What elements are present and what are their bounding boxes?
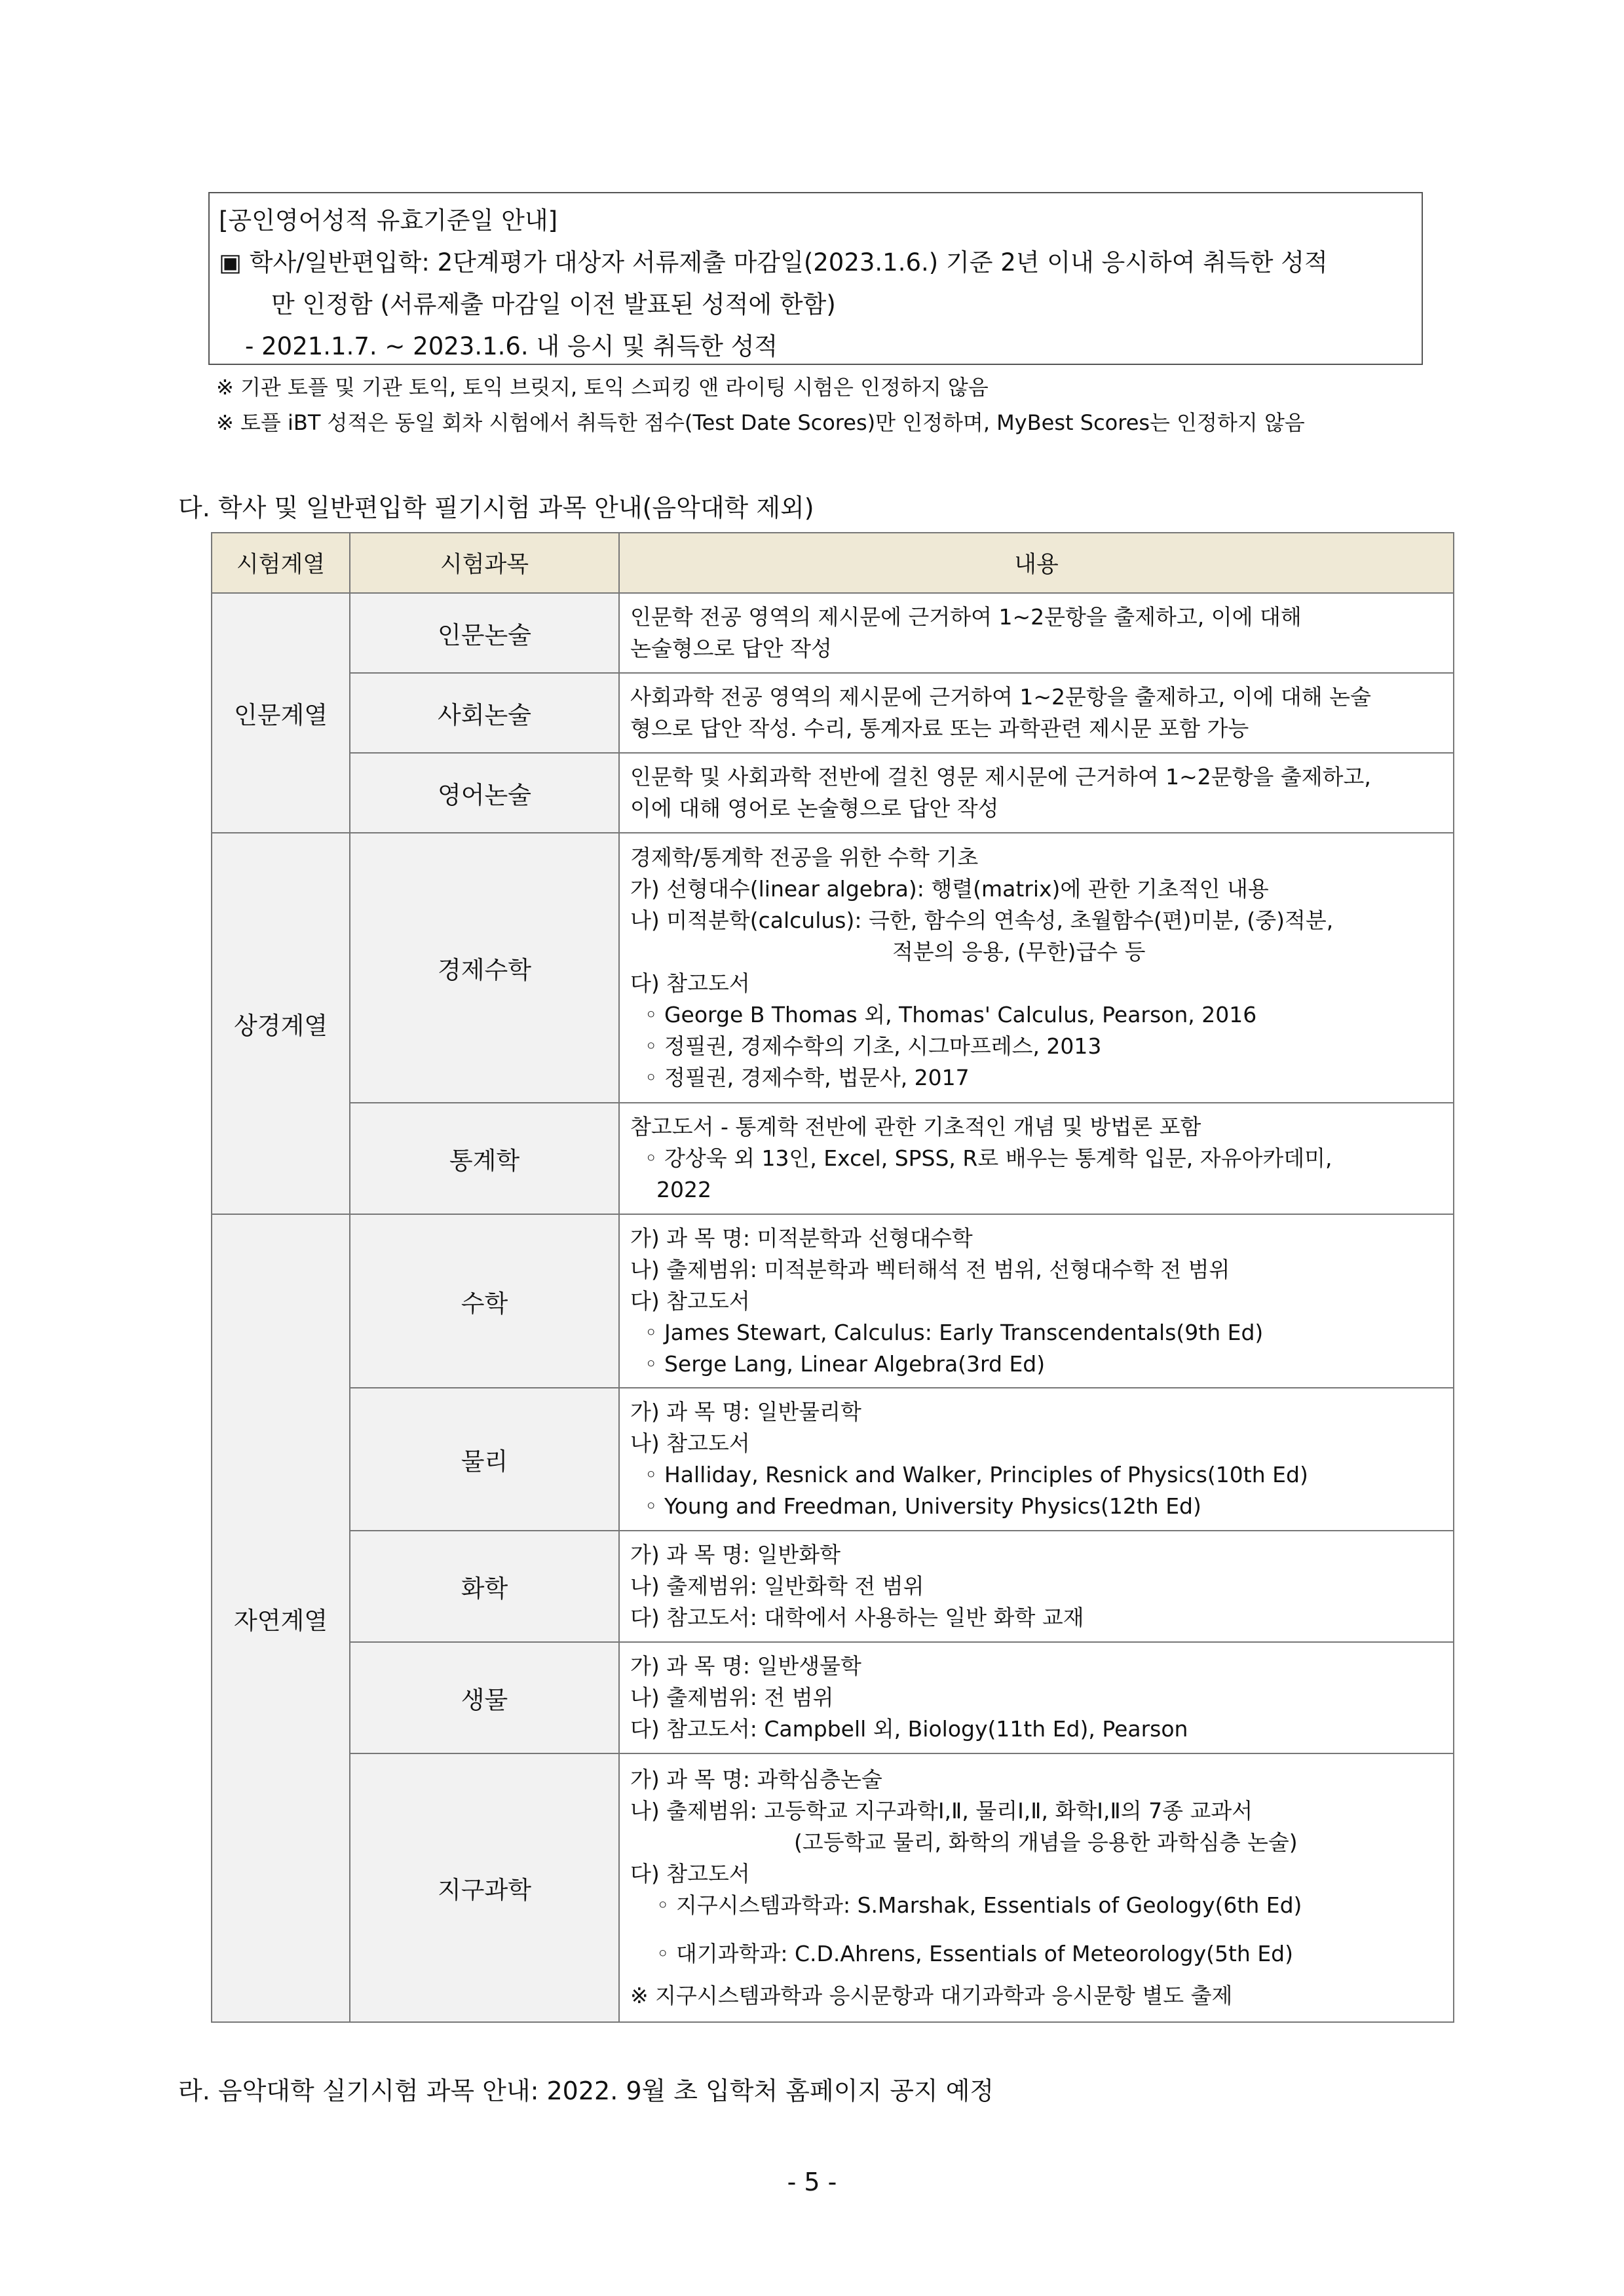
content-line: ◦ Halliday, Resnick and Walker, Principles of Physics(10th Ed) [645, 1462, 1308, 1487]
content-line: 가) 과 목 명: 일반화학 [630, 1542, 840, 1567]
table-row [212, 673, 1454, 753]
content-cell [619, 593, 1454, 673]
content-line: 적분의 응용, (무한)급수 등 [892, 939, 1146, 965]
content-line: ◦ 정필권, 경제수학의 기초, 시그마프레스, 2013 [645, 1033, 1102, 1059]
content-line: ◦ James Stewart, Calculus: Early Transcendentals(9th Ed) [645, 1319, 1264, 1345]
content-line: 다) 참고도서: Campbell 외, Biology(11th Ed), Pearson [630, 1716, 1188, 1742]
table-row [212, 1214, 1454, 1388]
content-line: 가) 과 목 명: 미적분학과 선형대수학 [630, 1225, 973, 1251]
table-row [212, 593, 1454, 673]
notice-line-1: ▣ 학사/일반편입학: 2단계평가 대상자 서류제출 마감일(2023.1.6.) 기준 2년 이내 응시하여 취득한 성적 [219, 248, 1328, 277]
subject-cell: 화학 [350, 1531, 619, 1642]
content-line: 참고도서 - 통계학 전반에 관한 기초적인 개념 및 방법론 포함 [630, 1114, 1201, 1139]
subject-cell: 인문논술 [350, 593, 619, 673]
content-line: 인문학 전공 영역의 제시문에 근거하여 1~2문항을 출제하고, 이에 대해 [630, 604, 1302, 630]
section-title-written-exam: 다. 학사 및 일반편입학 필기시험 과목 안내(음악대학 제외) [178, 493, 814, 522]
content-line: 가) 과 목 명: 일반물리학 [630, 1399, 861, 1425]
content-cell [619, 1753, 1454, 2022]
content-line: 이에 대해 영어로 논술형으로 답안 작성 [630, 795, 999, 821]
header-category: 시험계열 [212, 533, 350, 593]
content-line: 가) 과 목 명: 일반생물학 [630, 1653, 861, 1679]
content-cell [619, 673, 1454, 753]
content-line: 논술형으로 답안 작성 [630, 636, 832, 661]
subject-cell: 영어논술 [350, 753, 619, 833]
table-row [212, 1103, 1454, 1214]
content-cell [619, 833, 1454, 1103]
english-score-notice-box [208, 192, 1423, 365]
content-line: ◦ Young and Freedman, University Physics(12th Ed) [645, 1493, 1201, 1519]
content-cell [619, 753, 1454, 833]
notice-line-2: 만 인정함 (서류제출 마감일 이전 발표된 성적에 한함) [271, 290, 836, 318]
table-row [212, 1753, 1454, 2022]
written-exam-subjects-table [211, 532, 1454, 2023]
content-line: ◦ Serge Lang, Linear Algebra(3rd Ed) [645, 1350, 1046, 1377]
content-line: 가) 선형대수(linear algebra): 행렬(matrix)에 관한 기초적인 내용 [630, 876, 1269, 902]
subject-cell: 물리 [350, 1388, 619, 1531]
subject-cell: 통계학 [350, 1103, 619, 1214]
header-subject: 시험과목 [350, 533, 619, 593]
content-line: 나) 출제범위: 일반화학 전 범위 [630, 1573, 924, 1599]
table-row [212, 1531, 1454, 1642]
content-line: 다) 참고도서 [630, 970, 750, 996]
content-line: 다) 참고도서: 대학에서 사용하는 일반 화학 교재 [630, 1605, 1084, 1630]
content-line: 사회과학 전공 영역의 제시문에 근거하여 1~2문항을 출제하고, 이에 대해 논술 [630, 684, 1371, 710]
content-line: ◦ 강상욱 외 13인, Excel, SPSS, R로 배우는 통계학 입문, 자유아카데미, [645, 1145, 1332, 1171]
content-line: 경제학/통계학 전공을 위한 수학 기초 [630, 845, 979, 870]
category-natural-science: 자연계열 [212, 1214, 350, 2022]
content-cell [619, 1388, 1454, 1531]
section-title-music-practical: 라. 음악대학 실기시험 과목 안내: 2022. 9월 초 입학처 홈페이지 공지 예정 [178, 2076, 994, 2105]
content-line: ※ 지구시스템과학과 응시문항과 대기과학과 응시문항 별도 출제 [630, 1983, 1233, 2008]
subject-cell: 사회논술 [350, 673, 619, 753]
content-line: ◦ 정필권, 경제수학, 법문사, 2017 [645, 1065, 970, 1090]
note-2: ※ 토플 iBT 성적은 동일 회차 시험에서 취득한 점수(Test Date Scores)만 인정하며, MyBest Scores는 인정하지 않음 [216, 410, 1305, 435]
note-1: ※ 기관 토플 및 기관 토익, 토익 브릿지, 토익 스피킹 앤 라이팅 시험은 인정하지 않음 [216, 375, 989, 400]
content-cell [619, 1531, 1454, 1642]
content-cell [619, 1103, 1454, 1214]
content-line: 다) 참고도서 [630, 1288, 750, 1314]
content-line: 나) 출제범위: 미적분학과 벡터해석 전 범위, 선형대수학 전 범위 [630, 1256, 1230, 1282]
content-line: 가) 과 목 명: 과학심층논술 [630, 1767, 882, 1792]
page-number: - 5 - [787, 2168, 837, 2196]
content-line: 나) 출제범위: 고등학교 지구과학Ⅰ,Ⅱ, 물리Ⅰ,Ⅱ, 화학Ⅰ,Ⅱ의 7종 교과서 [630, 1798, 1253, 1824]
header-content: 내용 [619, 533, 1454, 593]
table-row [212, 753, 1454, 833]
content-line: 다) 참고도서 [630, 1861, 750, 1886]
content-line: 인문학 및 사회과학 전반에 걸친 영문 제시문에 근거하여 1~2문항을 출제하고, [630, 764, 1371, 790]
content-cell [619, 1214, 1454, 1388]
notes [216, 370, 1435, 440]
category-humanities: 인문계열 [212, 593, 350, 833]
content-line: 2022 [656, 1177, 711, 1202]
notice-title: [공인영어성적 유효기준일 안내] [219, 206, 558, 235]
content-line: ◦ 대기과학과: C.D.Ahrens, Essentials of Meteorology(5th Ed) [656, 1941, 1293, 1966]
content-line: 형으로 답안 작성. 수리, 통계자료 또는 과학관련 제시문 포함 가능 [630, 716, 1249, 741]
table-row [212, 1642, 1454, 1753]
subject-cell: 수학 [350, 1214, 619, 1388]
table-row [212, 833, 1454, 1103]
category-business: 상경계열 [212, 833, 350, 1214]
subject-cell: 생물 [350, 1642, 619, 1753]
content-line: 나) 참고도서 [630, 1430, 750, 1456]
notice-line-3: - 2021.1.7. ~ 2023.1.6. 내 응시 및 취득한 성적 [245, 332, 778, 360]
subject-cell: 경제수학 [350, 833, 619, 1103]
content-line: 나) 미적분학(calculus): 극한, 함수의 연속성, 초월함수(편)미분, (중)적분, [630, 908, 1334, 933]
content-cell [619, 1642, 1454, 1753]
content-line: ◦ 지구시스템과학과: S.Marshak, Essentials of Geology(6th Ed) [656, 1892, 1302, 1918]
content-line: 나) 출제범위: 전 범위 [630, 1685, 834, 1710]
content-line: (고등학교 물리, 화학의 개념을 응용한 과학심층 논술) [794, 1829, 1298, 1855]
content-line: ◦ George B Thomas 외, Thomas' Calculus, Pearson, 2016 [645, 1002, 1257, 1027]
subject-cell: 지구과학 [350, 1753, 619, 2022]
table-row [212, 1388, 1454, 1531]
table-header-row [212, 533, 1454, 593]
